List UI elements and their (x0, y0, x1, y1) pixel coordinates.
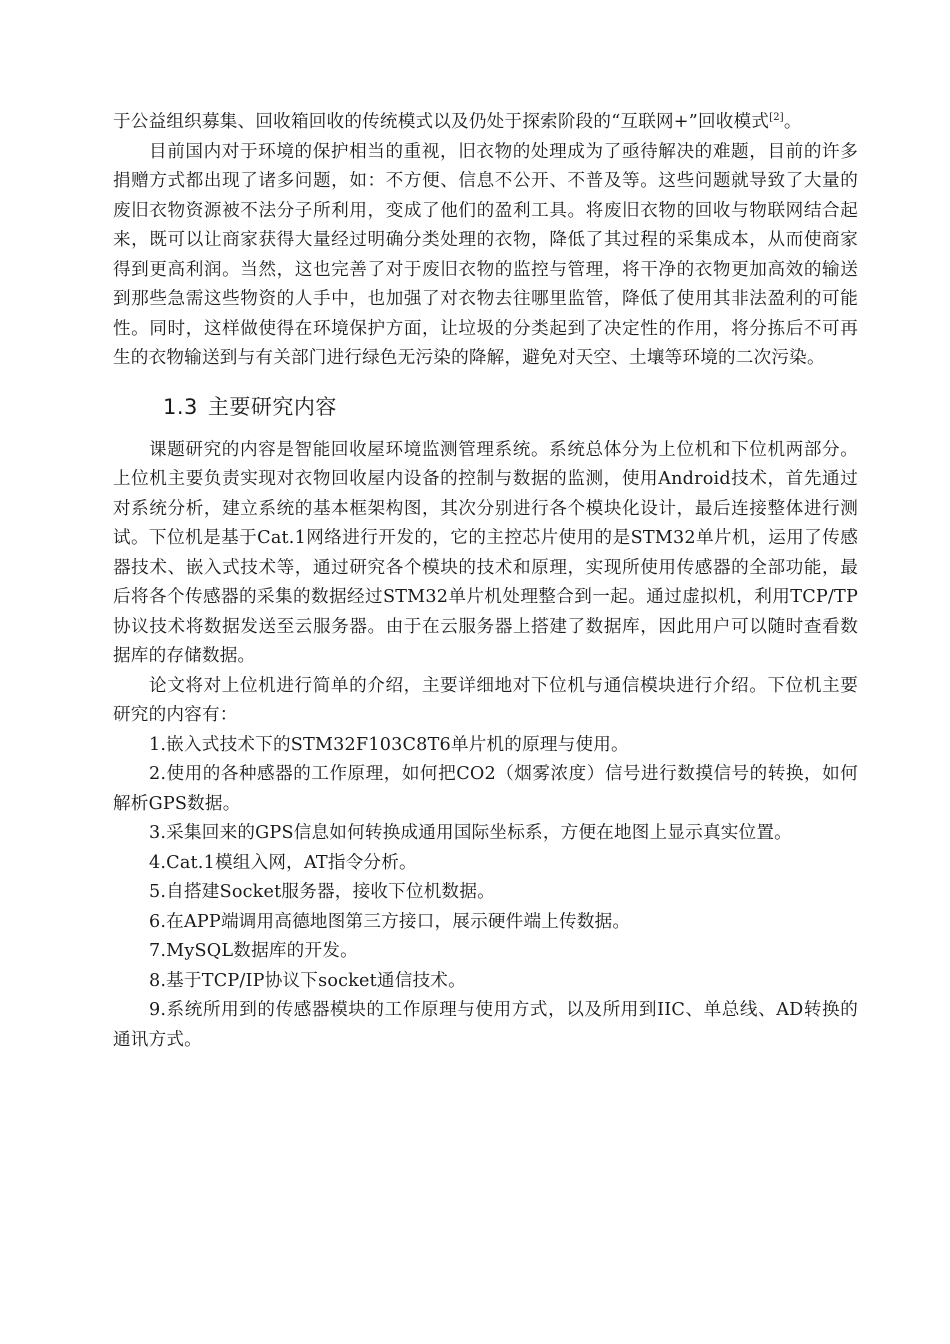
paragraph-paper-overview: 论文将对上位机进行简单的介绍，主要详细地对下位机与通信模块进行介绍。下位机主要研究的内容有： (113, 675, 858, 725)
list-item: 8.基于TCP/IP协议下socket通信技术。 (149, 970, 466, 991)
list-item: 4.Cat.1模组入网，AT指令分析。 (149, 852, 417, 873)
paragraph-continued-text: 于公益组织募集、回收箱回收的传统模式以及仍处于探索阶段的“互联网+”回收模式 (113, 112, 770, 132)
list-item: 3.采集回来的GPS信息如何转换成通用国际坐标系，方便在地图上显示真实位置。 (149, 823, 792, 843)
list-item: 7.MySQL数据库的开发。 (149, 941, 358, 961)
paragraph-research-content: 课题研究的内容是智能回收屋环境监测管理系统。系统总体分为上位机和下位机两部分。上位机主要负责实现对衣物回收屋内设备的控制与数据的监测，使用Android技术，首先通过对系统分析，建立系统的基本框架构图，其次分别进行各个模块化设计，最后连接整体进行测试。下位机是基于Cat.1网络进行开发的，它的主控芯片使用的是STM32单片机，运用了传感器技术、嵌入式技术等，通过研究各个模块的技术和原理，实现所使用传感器的全部功能，最后将各个传感器的采集的数据经过STM32单片机处理整合到一起。通过虚拟机，利用TCP/TP协议技术将数据发送至云服务器。由于在云服务器上搭建了数据库，因此用户可以随时查看数据库的存储数据。 (113, 439, 858, 666)
list-item: 6.在APP端调用高德地图第三方接口，展示硬件端上传数据。 (149, 911, 631, 932)
paragraph-continued (113, 108, 858, 138)
section-number: 1.3 (163, 394, 198, 419)
paragraph-continued-end: 。 (783, 112, 802, 132)
list-item: 2.使用的各种感器的工作原理，如何把CO2（烟雾浓度）信号进行数摸信号的转换，如何解析GPS数据。 (113, 764, 858, 814)
list-item: 5.自搭建Socket服务器，接收下位机数据。 (149, 882, 495, 902)
list-item: 9.系统所用到的传感器模块的工作原理与使用方式，以及所用到IIC、单总线、AD转换的通讯方式。 (113, 1000, 858, 1050)
list-item: 1.嵌入式技术下的STM32F103C8T6单片机的原理与使用。 (149, 734, 629, 755)
section-heading (163, 392, 858, 422)
section-title: 主要研究内容 (207, 394, 337, 419)
citation-marker: [2] (769, 112, 784, 124)
paragraph-environment: 目前国内对于环境的保护相当的重视，旧衣物的处理成为了亟待解决的难题，目前的许多捐赠方式都出现了诸多问题，如：不方便、信息不公开、不普及等。这些问题就导致了大量的废旧衣物资源被不法分子所利用，变成了他们的盈利工具。将废旧衣物的回收与物联网结合起来，既可以让商家获得大量经过明确分类处理的衣物，降低了其过程的采集成本，从而使商家得到更高利润。当然，这也完善了对于废旧衣物的监控与管理，将干净的衣物更加高效的输送到那些急需这些物资的人手中，也加强了对衣物去往哪里监管，降低了使用其非法盈利的可能性。同时，这样做使得在环境保护方面，让垃圾的分类起到了决定性的作用，将分拣后不可再生的衣物输送到与有关部门进行绿色无污染的降解，避免对天空、土壤等环境的二次污染。 (113, 141, 858, 368)
document-page (113, 108, 858, 1055)
